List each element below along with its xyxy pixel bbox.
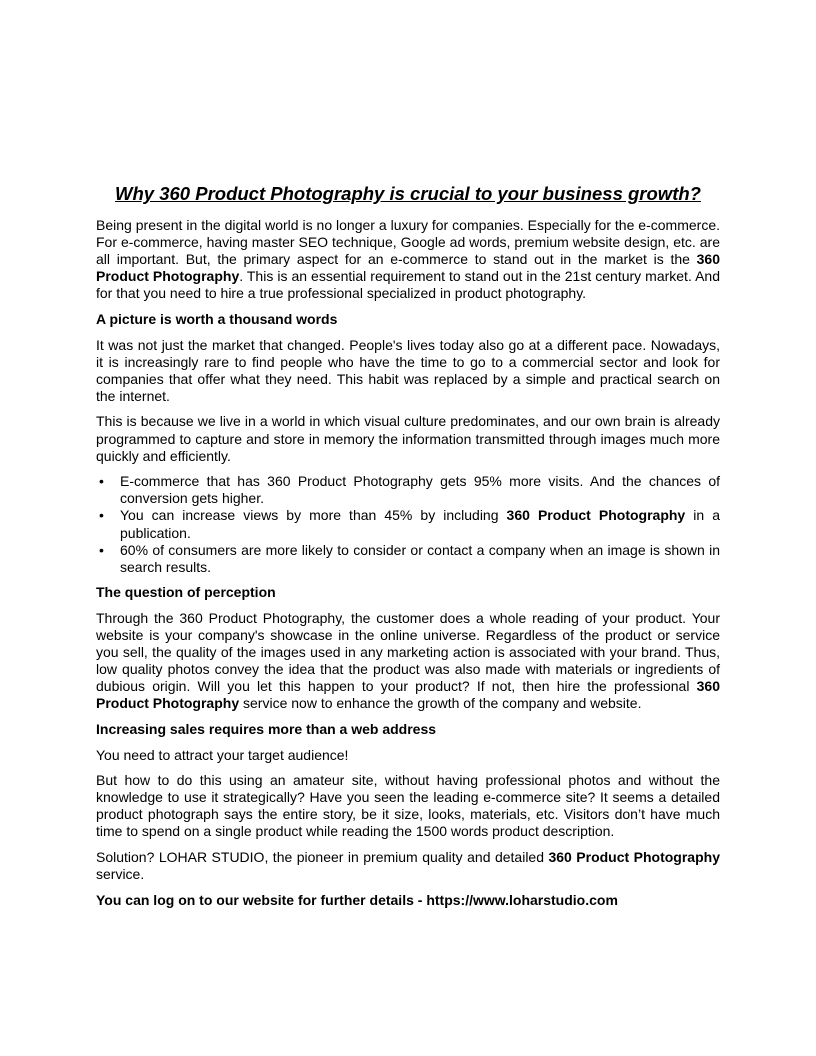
document-body [96,217,720,917]
attract-audience-paragraph: You need to attract your target audience! [96,746,349,763]
market-change-paragraph: It was not just the market that changed. People's lives today also go at a different pace. Nowadays, it is increasingly rare to find people who have the time to go to a commercial sector and look for companies that offer what they need. This habit was replaced by a simple and practical search on the internet. [96,336,720,404]
bold-phrase: 360 Product Photography [96,251,720,285]
section-heading-picture: A picture is worth a thousand words [96,310,338,327]
list-item: • 60% of consumers are more likely to consider or contact a company when an image is shown in search results. [96,542,720,576]
section-heading-perception: The question of perception [96,584,276,601]
list-item: • E-commerce that has 360 Product Photography gets 95% more visits. And the chances of conversion gets higher. [96,473,720,507]
section-heading-sales: Increasing sales requires more than a web address [96,720,437,737]
perception-paragraph: Through the 360 Product Photography, the customer does a whole reading of your product. Your website is your company's showcase in the online universe. Regardless of the product or service you sell, the quality of the images used in any marketing action is associated with your brand. Thus, low quality photos convey the idea that the product was also made with materials or ingredients of dubious origin. Will you let this happen to your product? If not, then hire the professional 360 Product Photography service now to enhance the growth of the company and website. [96,609,720,712]
bold-phrase: 360 Product Photography [96,678,720,712]
bold-phrase: 360 Product Photography [548,849,720,865]
bold-phrase: 360 Product Photography [506,507,686,524]
document-title: Why 360 Product Photography is crucial to your business growth? [115,183,701,204]
amateur-site-paragraph: But how to do this using an amateur site, without having professional photos and without the knowledge to use it strategically? Have you seen the leading e-commerce site? It seems a detailed product photograph says the entire story, be it size, looks, materials, etc. Visitors don’t have much time to spend on a single product while reading the 1500 words product description. [96,772,720,840]
list-item: • You can increase views by more than 45% by including 360 Product Photography in a publication. [96,507,720,541]
stats-bullet-list [96,473,720,576]
closing-website-line: You can log on to our website for further details - https://www.loharstudio.com [96,891,618,908]
intro-paragraph: Being present in the digital world is no longer a luxury for companies. Especially for the e-commerce. For e-commerce, having master SEO technique, Google ad words, premium website design, etc. are all important. But, the primary aspect for an e-commerce to stand out in the market is the 360 Product Photography. This is an essential requirement to stand out in the 21st century market. And for that you need to hire a true professional specialized in product photography. [96,217,720,302]
solution-paragraph: Solution? LOHAR STUDIO, the pioneer in premium quality and detailed 360 Product Photography service. [96,849,720,883]
visual-culture-paragraph: This is because we live in a world in which visual culture predominates, and our own brain is already programmed to capture and store in memory the information transmitted through images much more quickly and efficiently. [96,413,720,464]
